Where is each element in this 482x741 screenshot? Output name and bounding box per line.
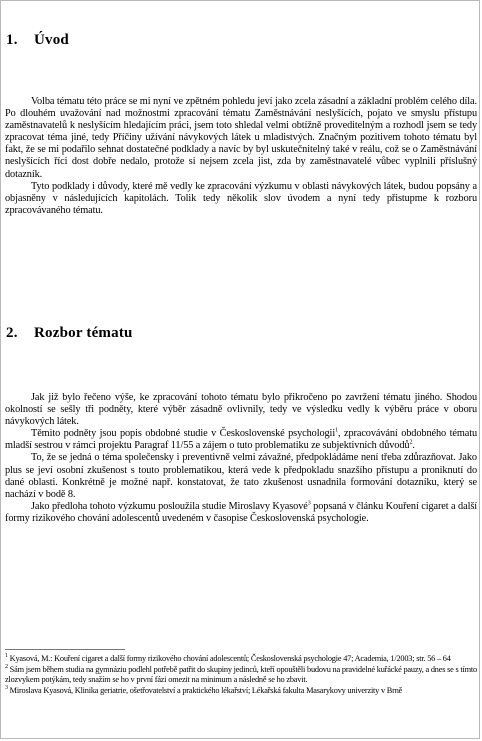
section-heading-uvod [6, 32, 69, 49]
footnotes [5, 654, 477, 697]
paragraph [5, 501, 477, 525]
paragraph: Jak již bylo řečeno výše, ke zpracování tohoto tématu bylo přikročeno po zavržení tématu jiného. Shodou okolností se sešly tři podněty, které výběr zásadně ovlivnily, tedy ve výsledku vedly k výběru práce v oboru návykových látek. [5, 392, 477, 428]
paragraph-text: . [412, 440, 415, 452]
footnote-reference: 3 [307, 500, 311, 507]
paragraph-text: Jako předloha tohoto výzkumu posloužila studie Miroslavy Kyasové [31, 500, 308, 512]
footnote-mark: 3 [5, 685, 8, 692]
paragraph-text: Těmito podněty jsou popis obdobné studie v Československé psychologii [31, 428, 336, 440]
paragraph-text: , zpracovávání obdobného tématu mladší sestrou v rámci projektu Paragraf 11/55 a zájem o tuto problematiku ze subjektivních důvodů [5, 428, 478, 452]
footnote-reference: 1 [335, 427, 338, 434]
section-body-rozbor-tematu [5, 392, 477, 525]
section-title: Úvod [34, 32, 69, 48]
section-title: Rozbor tématu [34, 325, 133, 341]
paragraph: To, že se jedná o téma společensky i preventivně velmi závažné, předpokládáme není třeba zdůrazňovat. Jako plus se jeví osobní zkušenost s touto problematikou, která vede k předpokladu snazšího přístupu a proniknutí do dané oblasti. Konkrétně je možné např. konstatovat, že tato zkušenost usnadnila formování dotazníku, který se nachází v bodě 8. [5, 452, 477, 500]
paragraph [5, 428, 477, 452]
paragraph: Tyto podklady i důvody, které mě vedly ke zpracování výzkumu v oblasti návykových látek, budou popsány a objasněny v následujících kapitolách. Tolik tedy několik slov úvodem a nyní tedy přistupme k rozboru zpracovávaného tématu. [5, 180, 477, 216]
footnote-mark: 1 [5, 653, 8, 660]
footnote-text: Miroslava Kyasová, Klinika geriatrie, ošetřovatelství a praktického lékařství; Lékařská fakulta Masarykovy univerzity v Brně [7, 686, 403, 695]
footnote-text: Kyasová, M.: Kouření cigaret a další formy rizikového chování adolescentů; Československá psychologie 47; Academia, 1/2003; str. 56 – 64 [7, 654, 451, 663]
footnote-reference: 2 [409, 439, 413, 446]
footnote [5, 665, 477, 685]
paragraph-text: popsaná v článku Kouření cigaret a další formy rizikového chování adolescentů uvedeném v časopise Československá psychologie. [5, 500, 477, 524]
footnote [5, 654, 477, 664]
footnote-text: Sám jsem během studia na gymnáziu podlehl potřebě patřit do skupiny jedinců, kteří opouštěli budovu na pravidelné kuřácké pauzy, a dnes se s tímto zlozvykem potýkám, tedy snažím se ho v první fázi omezit na minimum a následně se ho zbavit. [5, 665, 477, 684]
section-body-uvod [5, 96, 477, 217]
footnote-separator [5, 649, 125, 650]
section-number: 2. [6, 325, 18, 341]
footnote [5, 686, 477, 696]
footnote-mark: 2 [5, 664, 8, 671]
section-number: 1. [6, 32, 18, 48]
section-heading-rozbor-tematu [6, 325, 133, 342]
paragraph: Volba tématu této práce se mi nyní ve zpětném pohledu jeví jako zcela zásadní a základní problém celého díla. Po dlouhém uvažování nad možnostmi zpracování tématu Zaměstnávání neslyšících, pojato ve smyslu přístupu zaměstnavatelů k neslyšícím hledajícím práci, jsem toto shledal velmi obtížně proveditelným a rozhodl jsem se tedy zpracovat téma jiné, tedy Příčiny užívání návykových látek u mladistvých. Značným pozitivem tohoto tématu byl fakt, že se mi podařilo sehnat dostatečné podklady a navíc by byl uskutečnitelný také v reálu, což se o Zaměstnávání neslyšících říci dost dobře nedalo, protože si nejsem zcela jist, zda by zaměstnavatelé vůbec vyplnili příslušný dotazník. [5, 96, 477, 180]
